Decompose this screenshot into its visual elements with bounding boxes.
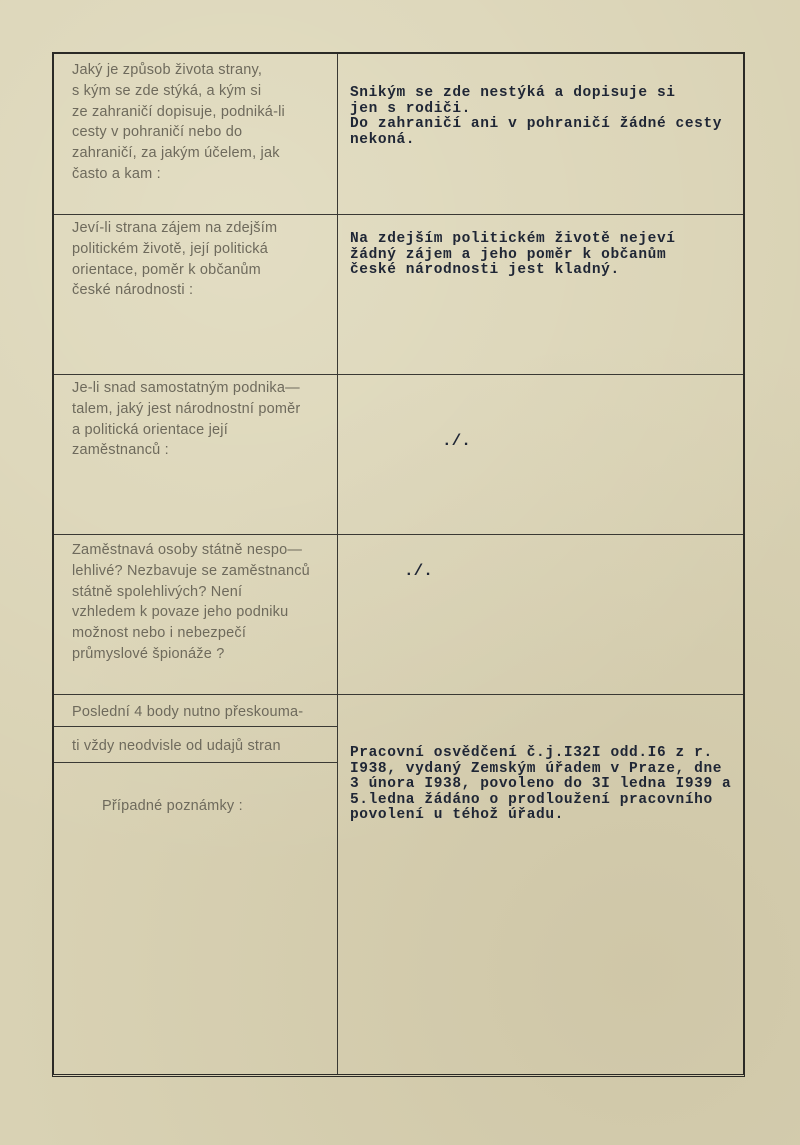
row-separator: [54, 694, 743, 695]
question-employees: Zaměstnavá osoby státně nespo— lehlivé? Nezbavuje se zaměstnanců státně spolehlivých? Není vzhledem k povaze jeho podniku možnost nebo i nebezpečí průmyslové špionáže ?: [72, 542, 310, 662]
answer-entrepreneur: ./.: [442, 432, 471, 450]
question-entrepreneur: Je-li snad samostatným podnika— talem, jaký jest národnostní poměr a politická orientace její zaměstnanců :: [72, 380, 301, 459]
answer-political-interest: Na zdejším politickém životě nejeví žádný zájem a jeho poměr k občanům české národnosti jest kladný.: [350, 231, 676, 278]
row-separator: [54, 374, 743, 375]
answer-employees: ./.: [404, 562, 433, 580]
row-separator: [54, 762, 337, 763]
answer-way-of-life: Snikým se zde nestýká a dopisuje si jen s rodiči. Do zahraničí ani v pohraničí žádné cesty nekoná.: [350, 85, 723, 148]
note-recheck-line-2: ti vždy neodvisle od udajů stran: [72, 738, 281, 754]
questionnaire-form: [52, 52, 745, 1077]
row-separator: [54, 726, 337, 727]
row-separator: [54, 214, 743, 215]
column-divider: [337, 54, 338, 1074]
row-separator: [54, 534, 743, 535]
remarks-answer: Pracovní osvědčení č.j.I32I odd.I6 z r. I938, vydaný Zemským úřadem v Praze, dne 3 února I938, povoleno do 3I ledna I939 a 5.ledna žádáno o prodloužení pracovního povolení u téhož úřadu.: [350, 745, 732, 823]
question-way-of-life: Jaký je způsob života strany, s kým se zde stýká, a kým si ze zahraničí dopisuje, podniká-li cesty v pohraničí nebo do zahraničí, za jakým účelem, jak často a kam :: [72, 62, 285, 182]
question-political-interest: Jeví-li strana zájem na zdejším politickém životě, její politická orientace, poměr k občanům české národnosti :: [72, 220, 278, 299]
remarks-label: Případné poznámky :: [102, 798, 243, 814]
note-recheck-line-1: Poslední 4 body nutno přeskouma-: [72, 704, 304, 720]
